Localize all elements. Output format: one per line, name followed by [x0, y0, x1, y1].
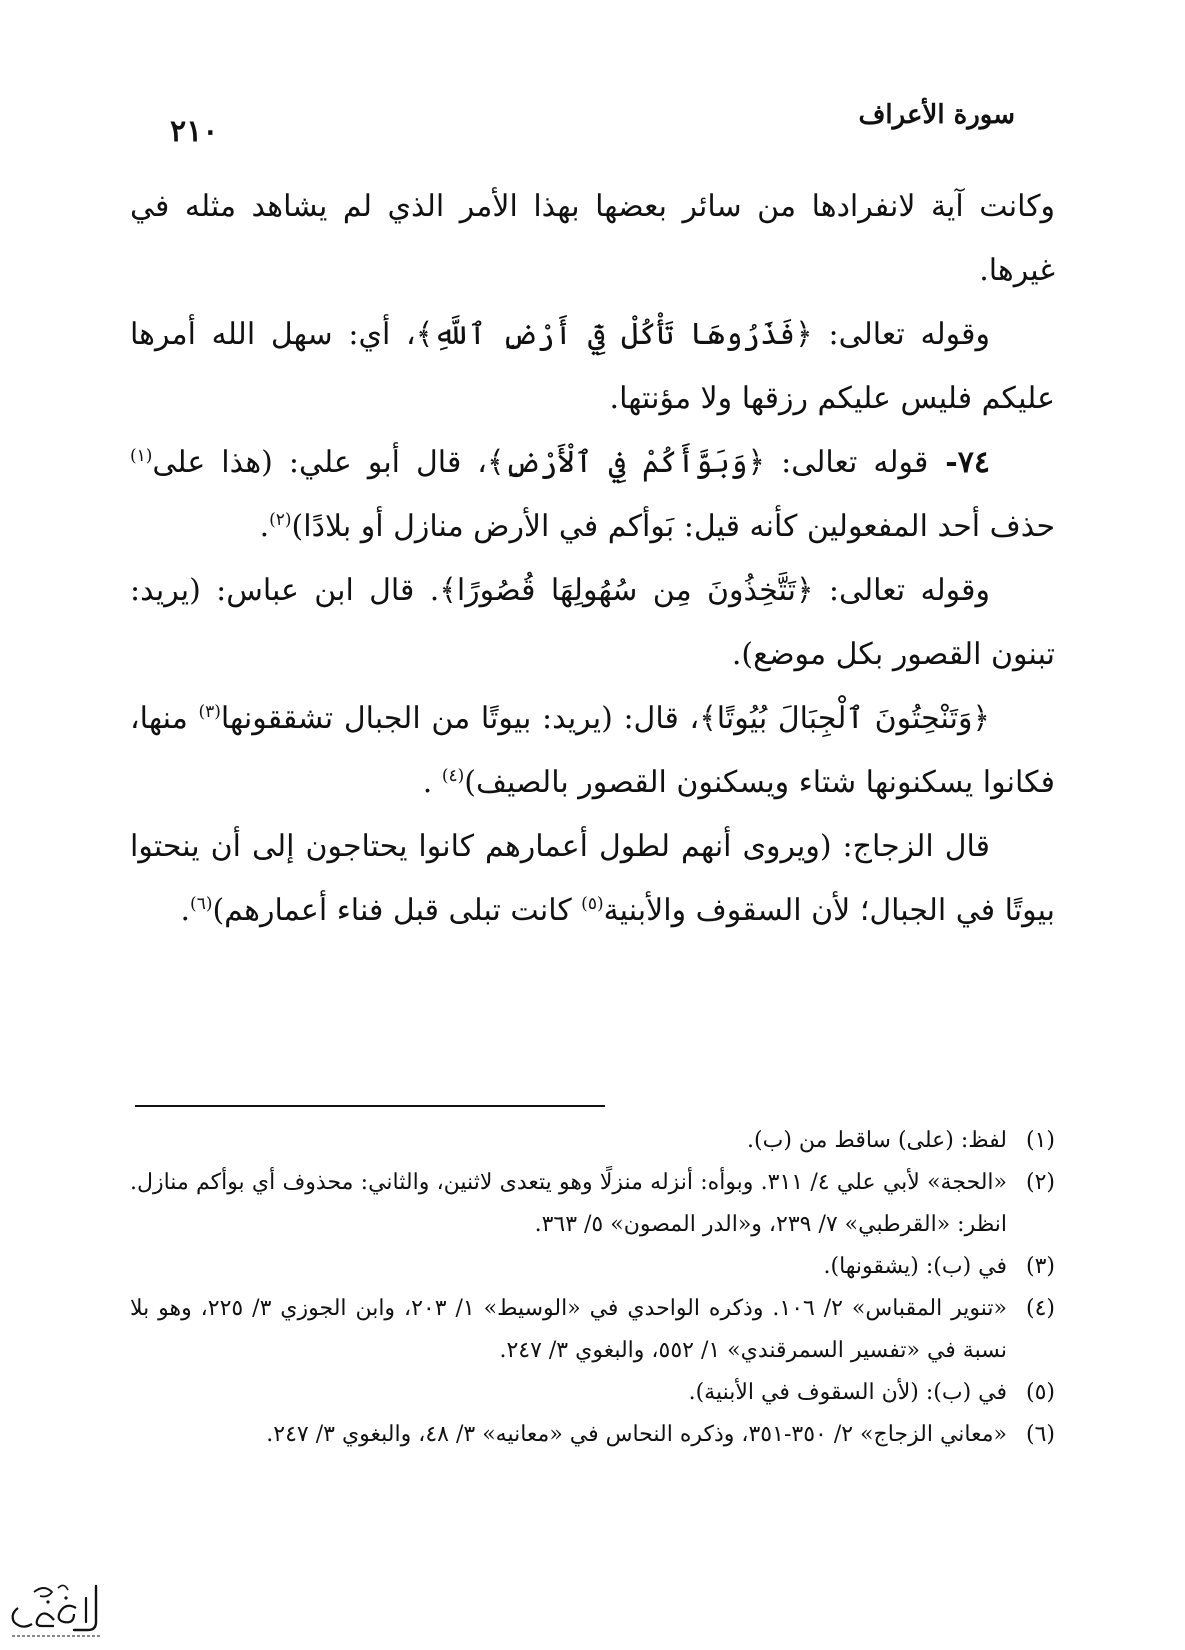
footnote-item	[130, 1162, 1055, 1246]
surah-title: سورة الأعراف	[858, 100, 1015, 130]
quran-verse: ﴿تَتَّخِذُونَ مِن سُهُولِهَا قُصُورًا﴾	[439, 573, 814, 608]
paragraph-3	[130, 431, 1055, 559]
footnote-number: (٣)	[1025, 1254, 1055, 1279]
footnote-item	[130, 1120, 1055, 1162]
footnote-item	[130, 1246, 1055, 1288]
text-span: وقوله تعالى:	[813, 573, 990, 608]
footnote-text: «الحجة» لأبي علي ٤/ ٣١١. وبوأه: أنزله منزلًا وهو يتعدى لاثنين، والثاني: محذوف أي بوأكم منازل. انظر: «القرطبي» ٧/ ٢٣٩، و«الدر المصون» ٥/ ٣٦٣.	[130, 1170, 1008, 1237]
text-span: . قال ابن عباس: (يريد: تبنون القصور بكل موضع).	[130, 573, 1055, 672]
page-number: ٢١٠	[170, 114, 219, 149]
text-span: .	[422, 765, 442, 800]
footnote-ref[interactable]: (٥)	[581, 894, 604, 914]
text-span: منها، فكانوا يسكنونها شتاء ويسكنون القصور بالصيف)	[130, 701, 1055, 800]
paragraph-2	[130, 303, 1055, 431]
text-span: كانت تبلى قبل فناء أعمارهم)	[212, 893, 582, 928]
text-span: قوله تعالى:	[765, 445, 929, 480]
text-span: .	[259, 509, 270, 544]
paragraph-5	[130, 687, 1055, 815]
quran-verse: ﴿فَذَرُوهَا تَأْكُلْ فِيٓ أَرْضِ ٱللَّهِ﴾	[415, 317, 813, 352]
footnote-item	[130, 1414, 1055, 1456]
footnote-text: في (ب): (يشقونها).	[823, 1254, 1007, 1279]
quran-verse: ﴿وَبَوَّأَكُمْ فِي ٱلْأَرْضِ﴾	[486, 445, 766, 480]
paragraph-6	[130, 815, 1055, 943]
main-text	[130, 175, 1055, 943]
footnote-number: (٤)	[1025, 1296, 1055, 1321]
text-span: حذف أحد المفعولين كأنه قيل: بَوأكم في الأرض منازل أو بلادًا)	[291, 509, 1055, 544]
text-span: ، أي: سهل الله أمرها عليكم فليس عليكم رزقها ولا مؤنتها.	[130, 317, 1055, 416]
text-span: قال الزجاج: (ويروى أنهم لطول أعمارهم كانوا يحتاجون إلى أن ينحتوا بيوتًا في الجبال؛ لأن السقوف والأبنية	[130, 829, 1055, 928]
footnote-ref[interactable]: (٣)	[198, 702, 221, 722]
almustafa-logo-icon	[4, 1578, 104, 1644]
footnote-number: (١)	[1025, 1128, 1055, 1153]
footnote-ref[interactable]: (١)	[130, 446, 153, 466]
paragraph-1: وكانت آية لانفرادها من سائر بعضها بهذا الأمر الذي لم يشاهد مثله في غيرها.	[130, 189, 1055, 288]
footnote-item	[130, 1288, 1055, 1372]
text-span: ، قال: (يريد: بيوتًا من الجبال تشققونها	[220, 701, 700, 736]
footnote-number: (٥)	[1025, 1380, 1055, 1405]
footnote-divider	[135, 1105, 605, 1107]
text-span: وقوله تعالى:	[812, 317, 990, 352]
footnote-text: «معاني الزجاج» ٢/ ٣٥٠-٣٥١، وذكره النحاس في «معانيه» ٣/ ٤٨، والبغوي ٣/ ٢٤٧.	[266, 1422, 1007, 1447]
footnote-item	[130, 1372, 1055, 1414]
text-span: .	[180, 893, 191, 928]
verse-number: ٧٤-	[928, 445, 990, 480]
footnote-number: (٢)	[1025, 1170, 1055, 1195]
text-span: ، قال أبو علي: (هذا على	[152, 445, 487, 480]
footnote-text: في (ب): (لأن السقوف في الأبنية).	[688, 1380, 1007, 1405]
footnote-ref[interactable]: (٢)	[269, 510, 292, 530]
quran-verse: ﴿وَتَنْحِتُونَ ٱلْجِبَالَ بُيُوتًا﴾	[699, 701, 991, 736]
footnote-number: (٦)	[1025, 1422, 1055, 1447]
footnotes	[130, 1120, 1055, 1456]
footnote-ref[interactable]: (٦)	[190, 894, 213, 914]
footnote-ref[interactable]: (٤)	[441, 766, 465, 786]
paragraph-4	[130, 559, 1055, 687]
footnote-text: «تنوير المقباس» ٢/ ١٠٦. وذكره الواحدي في «الوسيط» ١/ ٢٠٣، وابن الجوزي ٣/ ٢٢٥، وهو بلا نسبة في «تفسير السمرقندي» ١/ ٥٥٢، والبغوي ٣/ ٢٤٧.	[130, 1296, 1007, 1363]
logo-glyph	[4, 1578, 104, 1644]
page-header	[170, 100, 1015, 160]
footnote-text: لفظ: (على) ساقط من (ب).	[747, 1128, 1007, 1153]
